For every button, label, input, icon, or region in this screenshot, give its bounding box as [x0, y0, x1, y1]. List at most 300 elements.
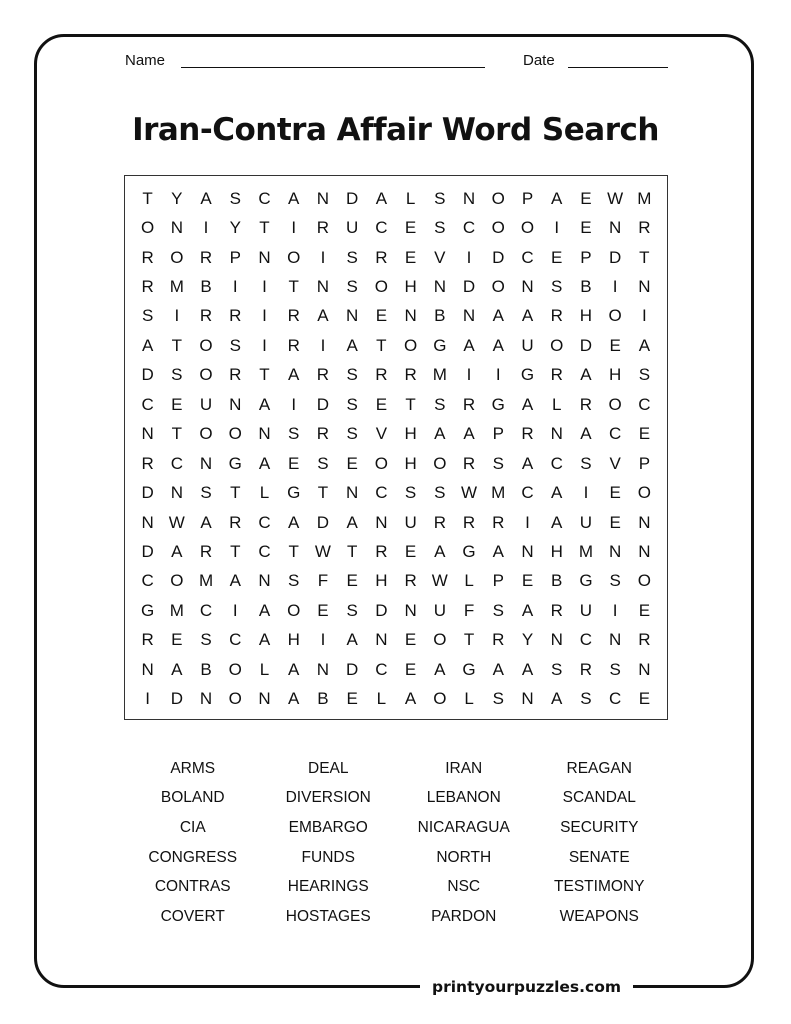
grid-letter: S: [434, 188, 446, 208]
grid-letter: O: [491, 188, 505, 208]
word-list-item: FUNDS: [301, 848, 355, 866]
grid-letter: S: [580, 453, 592, 473]
grid-letter: O: [637, 571, 651, 591]
word-list-item: WEAPONS: [559, 907, 639, 925]
grid-letter: O: [433, 630, 447, 650]
grid-letter: R: [199, 247, 213, 267]
grid-letter: O: [170, 247, 184, 267]
grid-letter: I: [262, 277, 267, 297]
grid-letter: O: [199, 335, 213, 355]
grid-letter: L: [259, 483, 270, 503]
grid-letter: C: [258, 512, 271, 532]
grid-letter: H: [404, 277, 417, 297]
grid-letter: D: [375, 600, 388, 620]
grid-letter: N: [375, 512, 388, 532]
grid-letter: I: [291, 394, 297, 414]
word-search-grid-box: [124, 175, 668, 720]
grid-letter: T: [376, 335, 387, 355]
grid-letter: R: [550, 306, 563, 326]
grid-letter: N: [404, 306, 417, 326]
grid-letter: R: [550, 365, 563, 385]
grid-letter: A: [521, 394, 534, 414]
grid-letter: E: [404, 542, 417, 562]
grid-letter: G: [520, 365, 535, 385]
grid-letter: A: [521, 306, 534, 326]
grid-letter: A: [200, 188, 212, 208]
word-list-item: DIVERSION: [285, 789, 371, 807]
grid-letter: P: [638, 453, 651, 473]
grid-letter: R: [316, 424, 330, 444]
grid-letter: R: [316, 218, 330, 238]
grid-letter: O: [520, 218, 535, 238]
grid-letter: C: [258, 542, 271, 562]
grid-letter: O: [403, 335, 418, 355]
grid-letter: E: [609, 512, 621, 532]
grid-letter: S: [346, 394, 358, 414]
grid-letter: L: [551, 394, 562, 414]
grid-letter: C: [609, 424, 622, 444]
header-row: [125, 52, 670, 76]
word-list-item: COVERT: [160, 907, 225, 925]
grid-letter: Y: [229, 218, 241, 238]
grid-letter: H: [287, 630, 300, 650]
grid-letter: R: [229, 512, 242, 532]
grid-letter: R: [229, 365, 242, 385]
grid-letter: S: [346, 600, 358, 620]
date-label: Date: [523, 52, 555, 69]
grid-letter: C: [462, 218, 476, 238]
grid-letter: A: [492, 306, 504, 326]
grid-letter: R: [287, 335, 300, 355]
grid-letter: A: [551, 188, 563, 208]
page-title: Iran-Contra Affair Word Search: [132, 112, 659, 148]
grid-letter: Y: [171, 188, 183, 208]
grid-letter: E: [404, 659, 417, 679]
grid-letter: E: [609, 335, 621, 355]
grid-letter: H: [550, 542, 563, 562]
grid-letter: W: [607, 188, 624, 208]
grid-letter: I: [262, 306, 267, 326]
grid-letter: G: [491, 394, 505, 414]
grid-letter: E: [171, 394, 183, 414]
grid-letter: A: [258, 394, 271, 414]
grid-letter: O: [491, 277, 505, 297]
grid-letter: E: [171, 630, 183, 650]
grid-letter: O: [287, 247, 301, 267]
grid-letter: M: [578, 542, 594, 562]
grid-letter: E: [580, 218, 592, 238]
grid-letter: T: [230, 483, 241, 503]
grid-letter: T: [288, 277, 299, 297]
grid-letter: S: [580, 689, 592, 709]
grid-letter: A: [521, 659, 534, 679]
grid-letter: B: [200, 277, 212, 297]
grid-letter: W: [431, 571, 448, 591]
grid-letter: G: [287, 483, 301, 503]
word-list-item: LEBANON: [426, 789, 501, 807]
grid-letter: N: [433, 277, 446, 297]
grid-letter: F: [317, 571, 329, 591]
grid-letter: M: [169, 277, 184, 297]
grid-letter: E: [288, 453, 300, 473]
grid-letter: V: [609, 453, 621, 473]
grid-letter: T: [288, 542, 299, 562]
grid-letter: E: [638, 600, 651, 620]
grid-letter: T: [259, 218, 270, 238]
grid-letter: O: [199, 365, 213, 385]
grid-letter: U: [579, 600, 593, 620]
grid-letter: R: [199, 306, 213, 326]
grid-letter: O: [287, 600, 301, 620]
grid-letter: P: [492, 424, 504, 444]
grid-letter: I: [583, 483, 589, 503]
grid-letter: U: [404, 512, 417, 532]
grid-letter: E: [404, 247, 417, 267]
grid-letter: N: [462, 306, 476, 326]
grid-letter: U: [346, 218, 359, 238]
grid-letter: S: [551, 277, 563, 297]
grid-letter: I: [320, 630, 326, 650]
grid-letter: A: [229, 571, 241, 591]
grid-letter: T: [639, 247, 650, 267]
grid-letter: I: [145, 689, 150, 709]
grid-letter: S: [609, 659, 621, 679]
grid-letter: D: [579, 335, 593, 355]
grid-letter: C: [609, 689, 622, 709]
grid-letter: N: [258, 689, 271, 709]
grid-letter: D: [316, 512, 330, 532]
grid-letter: L: [259, 659, 270, 679]
grid-letter: N: [346, 306, 359, 326]
grid-letter: E: [521, 571, 534, 591]
grid-letter: O: [170, 571, 184, 591]
grid-letter: N: [258, 571, 271, 591]
grid-letter: S: [317, 453, 329, 473]
grid-letter: C: [375, 483, 388, 503]
grid-letter: A: [551, 512, 563, 532]
grid-letter: R: [521, 424, 534, 444]
grid-letter: U: [579, 512, 593, 532]
grid-letter: N: [170, 483, 183, 503]
grid-letter: I: [232, 277, 238, 297]
grid-letter: A: [288, 512, 300, 532]
word-list-item: SENATE: [568, 848, 630, 866]
word-list-item: BOLAND: [160, 789, 225, 807]
grid-letter: N: [229, 394, 242, 414]
grid-letter: R: [579, 394, 593, 414]
grid-letter: G: [433, 335, 447, 355]
grid-letter: R: [141, 277, 154, 297]
grid-letter: A: [346, 335, 358, 355]
grid-letter: C: [550, 453, 563, 473]
grid-letter: S: [346, 424, 358, 444]
grid-letter: A: [288, 689, 300, 709]
grid-letter: R: [141, 630, 154, 650]
grid-letter: C: [521, 483, 534, 503]
grid-letter: I: [525, 512, 530, 532]
word-list-item: NORTH: [436, 848, 492, 866]
grid-letter: N: [258, 424, 271, 444]
grid-letter: V: [434, 247, 446, 267]
word-list-item: DEAL: [308, 759, 349, 777]
grid-letter: S: [492, 689, 504, 709]
grid-letter: H: [579, 306, 593, 326]
grid-letter: C: [521, 247, 534, 267]
grid-letter: F: [463, 600, 475, 620]
grid-letter: L: [376, 689, 387, 709]
grid-letter: A: [288, 188, 300, 208]
grid-letter: T: [259, 365, 270, 385]
grid-letter: D: [346, 188, 359, 208]
grid-letter: R: [638, 218, 651, 238]
grid-letter: N: [638, 512, 651, 532]
grid-letter: M: [491, 483, 506, 503]
grid-letter: O: [374, 277, 388, 297]
grid-letter: N: [638, 542, 651, 562]
grid-letter: A: [551, 689, 563, 709]
grid-letter: O: [433, 453, 447, 473]
grid-letter: P: [580, 247, 592, 267]
grid-letter: H: [375, 571, 388, 591]
grid-letter: A: [492, 335, 504, 355]
grid-letter: R: [287, 306, 300, 326]
grid-letter: E: [404, 218, 417, 238]
grid-letter: P: [229, 247, 241, 267]
grid-letter: W: [314, 542, 331, 562]
grid-letter: H: [609, 365, 622, 385]
grid-letter: E: [404, 630, 417, 650]
grid-letter: N: [404, 600, 417, 620]
grid-letter: I: [232, 600, 238, 620]
grid-letter: E: [317, 600, 329, 620]
grid-letter: R: [199, 542, 213, 562]
grid-letter: R: [579, 659, 593, 679]
grid-letter: C: [141, 571, 154, 591]
grid-letter: S: [288, 424, 300, 444]
grid-letter: S: [434, 483, 446, 503]
word-list-item: SCANDAL: [562, 789, 636, 807]
grid-letter: R: [229, 306, 242, 326]
grid-letter: N: [609, 630, 622, 650]
date-line: [568, 67, 668, 68]
grid-letter: C: [258, 188, 271, 208]
grid-letter: R: [550, 600, 563, 620]
grid-letter: E: [638, 424, 651, 444]
grid-letter: M: [169, 600, 184, 620]
grid-letter: I: [320, 335, 326, 355]
grid-letter: D: [141, 365, 154, 385]
grid-letter: N: [316, 277, 330, 297]
grid-letter: S: [609, 571, 621, 591]
grid-letter: R: [375, 542, 388, 562]
grid-letter: B: [317, 689, 329, 709]
grid-letter: N: [316, 188, 330, 208]
grid-letter: P: [492, 571, 504, 591]
grid-letter: N: [550, 424, 563, 444]
grid-letter: G: [579, 571, 593, 591]
grid-letter: L: [464, 571, 474, 591]
grid-letter: O: [199, 424, 213, 444]
grid-letter: A: [580, 365, 592, 385]
grid-letter: T: [346, 542, 358, 562]
word-list-item: IRAN: [445, 759, 483, 777]
word-list-item: CONTRAS: [154, 878, 231, 896]
grid-letter: C: [375, 218, 388, 238]
grid-letter: A: [463, 424, 475, 444]
grid-letter: R: [316, 365, 330, 385]
grid-letter: A: [434, 542, 446, 562]
grid-letter: E: [346, 453, 358, 473]
grid-letter: A: [463, 335, 475, 355]
grid-letter: I: [174, 306, 180, 326]
grid-letter: A: [434, 659, 446, 679]
grid-letter: A: [288, 365, 300, 385]
grid-letter: A: [375, 188, 388, 208]
grid-letter: C: [638, 394, 651, 414]
grid-letter: S: [229, 335, 241, 355]
grid-letter: O: [608, 306, 622, 326]
grid-letter: O: [228, 659, 242, 679]
grid-letter: V: [375, 424, 388, 444]
word-list-item: CIA: [179, 818, 206, 836]
word-list-item: EMBARGO: [288, 818, 368, 836]
grid-letter: A: [171, 659, 183, 679]
grid-letter: O: [608, 394, 622, 414]
grid-letter: N: [609, 218, 622, 238]
grid-letter: I: [612, 600, 618, 620]
grid-letter: N: [521, 689, 534, 709]
grid-letter: S: [171, 365, 183, 385]
grid-letter: O: [433, 689, 447, 709]
grid-letter: S: [141, 306, 154, 326]
grid-letter: S: [200, 483, 212, 503]
grid-letter: S: [492, 453, 504, 473]
grid-letter: I: [642, 306, 647, 326]
grid-letter: A: [171, 542, 183, 562]
grid-letter: C: [141, 394, 154, 414]
grid-letter: N: [462, 188, 476, 208]
grid-letter: N: [521, 542, 534, 562]
grid-letter: C: [229, 630, 242, 650]
grid-letter: U: [199, 394, 213, 414]
grid-letter: O: [637, 483, 651, 503]
grid-letter: E: [375, 394, 388, 414]
grid-letter: T: [171, 335, 183, 355]
grid-letter: D: [492, 247, 505, 267]
grid-letter: Y: [521, 630, 534, 650]
grid-letter: D: [141, 483, 154, 503]
grid-letter: E: [638, 689, 651, 709]
grid-letter: A: [638, 335, 651, 355]
grid-letter: U: [521, 335, 534, 355]
grid-letter: M: [198, 571, 214, 591]
grid-letter: R: [462, 453, 476, 473]
grid-letter: N: [199, 689, 213, 709]
grid-letter: T: [171, 424, 183, 444]
grid-letter: R: [141, 453, 154, 473]
grid-letter: S: [492, 600, 504, 620]
grid-letter: A: [492, 659, 504, 679]
grid-letter: H: [404, 453, 417, 473]
word-list-item: NICARAGUA: [417, 818, 510, 836]
grid-letter: N: [258, 247, 271, 267]
grid-letter: L: [405, 188, 416, 208]
grid-letter: O: [228, 424, 242, 444]
grid-letter: N: [199, 453, 213, 473]
grid-letter: D: [609, 247, 622, 267]
grid-letter: E: [346, 571, 358, 591]
grid-letter: G: [140, 600, 155, 620]
grid-letter: S: [404, 483, 417, 503]
grid-letter: O: [491, 218, 505, 238]
grid-letter: S: [434, 394, 446, 414]
grid-letter: C: [199, 600, 213, 620]
grid-letter: G: [462, 542, 476, 562]
letter-grid: [133, 184, 659, 714]
grid-letter: T: [463, 630, 475, 650]
grid-letter: A: [141, 335, 154, 355]
grid-letter: R: [492, 630, 505, 650]
grid-letter: A: [521, 453, 534, 473]
grid-letter: S: [551, 659, 563, 679]
grid-letter: I: [291, 218, 297, 238]
grid-letter: S: [200, 630, 212, 650]
grid-letter: N: [170, 218, 183, 238]
grid-letter: D: [170, 689, 183, 709]
grid-letter: R: [404, 571, 417, 591]
grid-letter: O: [550, 335, 564, 355]
grid-letter: S: [288, 571, 300, 591]
grid-letter: R: [375, 247, 388, 267]
site-footer: printyourpuzzles.com: [420, 975, 633, 999]
grid-letter: R: [462, 512, 476, 532]
grid-letter: I: [262, 335, 267, 355]
grid-letter: A: [258, 600, 271, 620]
grid-letter: D: [346, 659, 359, 679]
word-list-item: ARMS: [170, 759, 216, 777]
grid-letter: E: [580, 188, 592, 208]
grid-letter: A: [434, 424, 446, 444]
grid-letter: N: [609, 542, 622, 562]
grid-letter: D: [462, 277, 476, 297]
word-list-item: SECURITY: [560, 818, 639, 836]
grid-letter: S: [346, 277, 358, 297]
grid-letter: R: [141, 247, 154, 267]
grid-letter: E: [609, 483, 621, 503]
grid-letter: A: [288, 659, 300, 679]
name-label: Name: [125, 52, 166, 69]
grid-letter: R: [462, 394, 476, 414]
grid-letter: A: [346, 630, 358, 650]
grid-letter: T: [142, 188, 153, 208]
grid-letter: A: [580, 424, 592, 444]
grid-letter: D: [141, 542, 154, 562]
grid-letter: E: [551, 247, 563, 267]
word-list-item: HOSTAGES: [285, 907, 371, 925]
grid-letter: A: [258, 453, 271, 473]
grid-letter: E: [375, 306, 388, 326]
grid-letter: N: [521, 277, 534, 297]
grid-letter: B: [434, 306, 446, 326]
grid-letter: G: [462, 659, 476, 679]
grid-letter: C: [170, 453, 183, 473]
grid-letter: N: [375, 630, 388, 650]
grid-letter: A: [551, 483, 563, 503]
grid-letter: T: [230, 542, 241, 562]
word-list-item: PARDON: [431, 907, 497, 925]
grid-letter: U: [433, 600, 446, 620]
grid-letter: B: [200, 659, 212, 679]
